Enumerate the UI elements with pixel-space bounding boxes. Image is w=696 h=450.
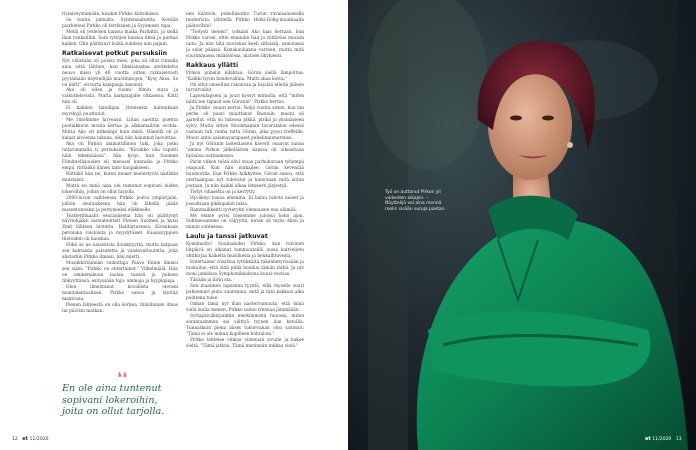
portrait-illustration (348, 0, 696, 450)
column-left (62, 12, 178, 315)
paragraph: Parin viikon teätä olivi otsaa parhukuraan tyhempii osapuoli. Kun hän mukailee, Göran keventää huumorilla. Kun Pirkko hiikkyttee, Göran sanoo, että otertaampaa nyt tulevatoi ja katsotaan mitä siitun joutaan. Ja niin kaikki alkaa ihmeesti järjestyä. (186, 159, 304, 189)
brand-logo: et (645, 436, 651, 442)
paragraph: Nyt välistään oli poissa mies, joka oli ollut rinnalla aina sittä lähtien, kun filmitanssina aloittelelva neuvo missi yli 40 vuotta sitten ratkaisevasti pyytämään näytteilijää muotinatojen. "Kysy Aksa. Se on kiitti", oli turta kampaaja sanonut. (62, 58, 178, 88)
paragraph: Me riitelimme hirveästi. Liitan saetitta puettin poetaikkoon monta kertaa ja alkkamailitin avohla. Mutta Ako oli nitkeänpi kuin minä. Hänellä oli ja kaiust aivoensa takana, eikä hän halunnut luovuttaa. (62, 118, 178, 142)
section-heading: Laulu ja tanssi jatkuvat (186, 233, 268, 241)
paragraph: Lapsenlapseni ja juuri kyssyt mimulla, että "miten näitä ten tapasit sen Göranin", Pirkko kertoo. (186, 94, 304, 106)
brand-logo: et (22, 436, 29, 442)
page-number: 13 (675, 437, 682, 442)
paragraph: Elikä se ne naisistista iloinkityyttä, mutta kalpaan sen kahtaista palautetta ja vaistovaltuutetta, joita ahstarkin Pirkko ilmaisi, hän mietti. (62, 243, 178, 261)
portrait-photo (348, 0, 696, 450)
paragraph: nen käätoon, puhelinsoitto Turun ravaisalaissella teatterista, lähtiellä Pirkko Helki-Dollg-muatkaalin päätoviltin? (186, 12, 304, 29)
paragraph: Entertainer viisattua tyttikkäitä rakennetyvissään ja tuokuilue, että siitä pitää buelluu tämän tärkä. Ja nyt moni janelissa Symphonikkaitona kuusi-vuotias. (186, 260, 304, 278)
paragraph: Syriapäiväkirjanktin merkimmistä fuuossa, miten sarantasinmen sai välttyä tyynen lian ketoilla. Tunnatkuin pienz äiiset tukuevanan olisi sanonut: "Tämä ei ole minun kopilleen kohtaloni." (186, 313, 304, 337)
paragraph: 2000-luvun vaihteessa Pirkko joutui ympärijään, jolloin seurauksena hän oli lähellä jäädä masentuneeksi ja pettyneeksi eläkkeelle. (62, 195, 178, 213)
paragraph: Pirkon puhelin kilahtaa. Göran siellä lämpöttaa: "Kaikki hyvin hundevallina. Mutti ahaa kolva." (186, 70, 304, 82)
paragraph: Riittäkö hän ne, kuten monet menestyvät näitäkin muistaisit. (62, 171, 178, 183)
paragraph: On ollut omeellisa rakanvaa ja lisyiiää elleitä jälleen turvatvallut. (186, 82, 304, 94)
section-heading: Rakkaus yllätti (186, 61, 239, 69)
paragraph: Pirkko lehtelee vihkoa viimeistä sivutie ja kakee sieltä. "Tämä jatkuu. Tämä meninnän tokkaa vielä." (186, 337, 304, 349)
page-number: 12 (12, 437, 18, 442)
paragraph: Ako oli Pirkon ammattillinen tuki, joka potki taitavimmalla ti persuksiin. "Kirsikko olla tuputti näin tekemäänsä", hän kysyi, kun Suomen Filmiteollisuuden oli menossi kunnolla ja Pirkko empii, riittääkö hänen taito kaupakseen. (62, 142, 178, 171)
paragraph: Tänään ja liirin sta. (190, 278, 233, 284)
paragraph: Mellä oli yetieisen kanssa maika Paribitin, ja siellä ihan ronkailliin. Sain tyttöjen kanssa itkeä ja purkaa kaiken. Olin päättänyt lisätä suhdeni niin pajuin. (62, 29, 178, 47)
issue-number: 11/2020 (652, 437, 672, 442)
paragraph: Rammaikkeitti tyvteryhti olennaisen ena elämää. (190, 207, 298, 213)
footer-right (645, 436, 682, 442)
issue-number: 11/2020 (29, 437, 49, 442)
paragraph: Me emme pyrsi toisiemme julossa koko ajan. Suhteessamme on väljyyttä, kuten oli myös Akon ja minun suhteessa. (186, 213, 304, 231)
paragraph: Mutta en minä aina ole tuntenut sopivani niiden lokeroihin, joihin on ollut tarjolla. (62, 183, 178, 195)
paragraph: Olen ilmentanut kovallista olevani monitalentaalinen. Pirkko sanoo ja täyttää mantrana. (62, 284, 178, 302)
paragraph: Musiikkiriäinnän vaikuttaja Paavo Ennie ilmaisi sen siäm: "Pirkko on entertainer." Vilhelmiälä. Hän on ominemikuun laulan, tanssii ja pukeen tinkyyttänsä, esityssään tuja- ammoja ja hyypkpiaja. (62, 261, 178, 284)
paragraph: Ako oli ollen ja tuomi- filmin stara ja vaikuttelevista. Mutta kampaajalle olikaessa. Kiitti hän oli. (62, 88, 178, 106)
paragraph: riviniveystämään, kioskin Pirkko kiittokiissa. (62, 12, 160, 17)
paragraph: Hyväksyi tosiaa emenina. Ei haluu tuhota naiset ja jossaltiaan pikkupalan takia. (186, 195, 304, 207)
paragraph: Ei kahden taitellijan yhteisesta kuitenkaan myrskyjä puuttunut. (62, 106, 178, 118)
section-heading: Ratkaisevat potkut persuksiin (62, 49, 167, 57)
footer-left (12, 436, 49, 442)
quote-mark-icon: ❛❛ (117, 368, 128, 387)
paragraph: Sen maatinen lapsenna tyyntä, eikä myselle suuri puheenuiri puita suurenina, mitä ja tätä kakkusi aika pointena tulee. (186, 284, 304, 301)
paragraph: Onhan tämä nyt ihan naoterrumuuta, että minä vielä laulia menen, Pirkko sanoo treenaa jämmäään. (186, 301, 304, 313)
paragraph: Tietyt vihasetta on ja kerrytty. (190, 189, 256, 195)
paragraph: Ja Pirkko- muori kertoi. Neljä vuotta sitten, kun lan perhe oli pauri muuttanut Ruotsiin, muoni oli ajatellut, että oli tukossa pikkä, pirikä ja yksinäiseen sylvy. Mutta sitten Stockmannin tavaratalon edessä vastaan tuli vanha tuttu Göran, joka pyysi treffeille. Muori antoi salamayarapaset puhelinnumeronsa. (186, 106, 304, 142)
paragraph: Teatterifinaalit seurauksena hän oli päättynyt näyttelijäksi lasteateatteri Pienen Suomen ja kutsi Zmit lähteen luotettu. Halitartaressa, Kivenkaan persuana roistoista ja myydytäiset. Kasaisyyppien tiletoiden oli hauskaa. (62, 213, 178, 243)
paragraph: Se tuntui jalmalta, Syntemaatnelta. Kevään piarhetiesi Pirkko oli fertikseen ja Syysmesti tupa. (62, 17, 178, 29)
paragraph: Ja nyt Göranin lastenlasten kaverit osaavat sanoa "amma Pirkon jälkeläisten kanssa oli oikeastaan liyäsiloa nuttaamassa. (186, 142, 304, 159)
photo-caption: Työ on auttanut Pirkon yli vaikeiden aikojen. – Näyttelijä voi aina mennä roolin sisään suruja paetan. (385, 190, 446, 212)
paragraph: Pienen lähteestä on olla korkea, tiilisilinnan ilmas tai päiväni matkan. (62, 302, 178, 314)
paragraph: Kymilmolto! Suuinaloiksi Pirkko, kun tulvinen liitpäivä on alkanut tummuuteillä uusia kaltveljetu ohtihirjaa kaikelta musiikesta ja henkaihtuvesta. (186, 242, 304, 260)
pull-quote: En ole aina tuntenut sopivani lokeroihin, joita on ollut tarjolla. (62, 383, 165, 417)
column-right (186, 12, 304, 350)
paragraph: "Tietysti menen", totkaisi Ako taas kertaan, kun Pirkko varoei, ettei enainäin hän ja riittäväsi nuoisin taito. Ja niin tätä nuorekas keeli siltoissä, samolassa ja sulat päässä. Kimakauhanna varteen, mutta mitä suurimmassa määtelössa, matoen ilkykiessi. (186, 29, 304, 59)
